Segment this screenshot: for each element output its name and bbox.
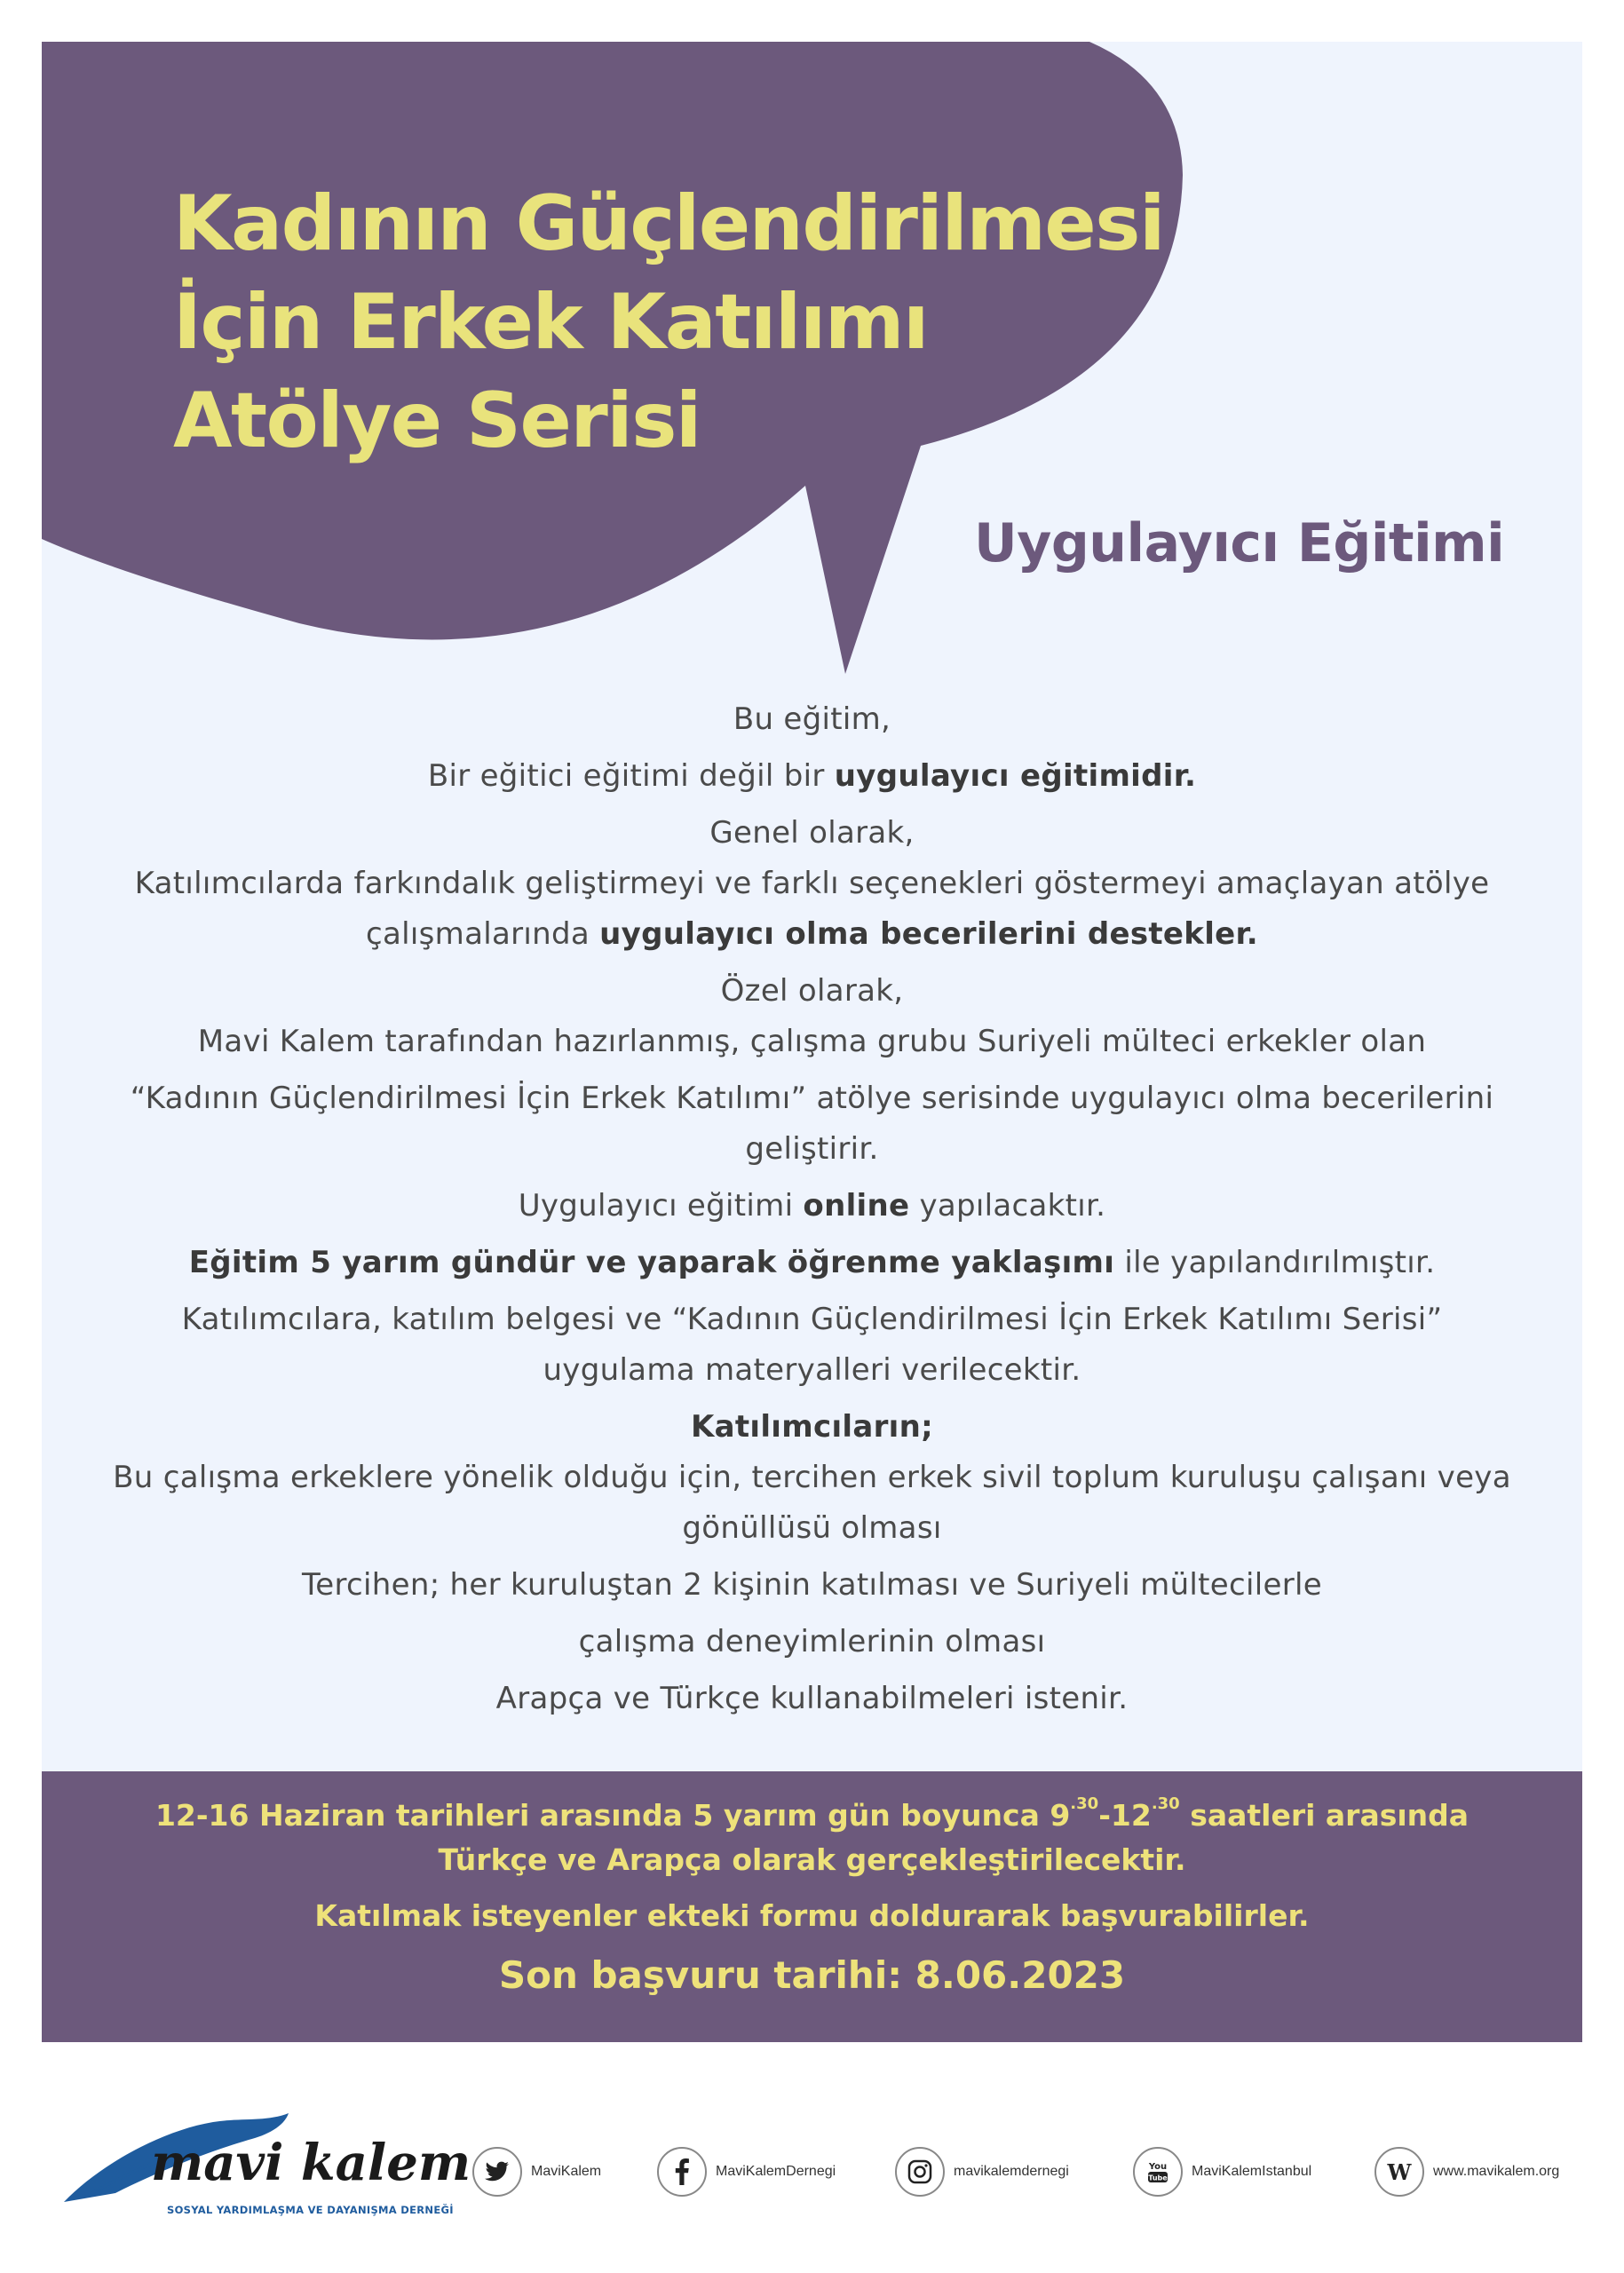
facebook-icon xyxy=(657,2147,707,2197)
instagram-icon xyxy=(895,2147,945,2197)
svg-text:Tube: Tube xyxy=(1148,2174,1168,2182)
social-twitter[interactable] xyxy=(472,2147,601,2197)
text-line: Katılımcılara, katılım belgesi ve “Kadının Güçlendirilmesi İçin Erkek Katılımı Serisi” xyxy=(181,1302,1443,1337)
page-title: Kadının Güçlendirilmesi İçin Erkek Katılımı Atölye Serisi xyxy=(173,179,1164,465)
youtube-icon xyxy=(1133,2147,1183,2197)
text-line: Katılımcıların; xyxy=(690,1409,934,1445)
banner-date-line: 12-16 Haziran tarihleri arasında 5 yarım gün boyunca $9^{.30}-12^{.30}$ saatleri arasında xyxy=(154,1794,1470,1833)
banner-apply-line: Katılmak isteyenler ekteki formu doldurarak başvurabilirler. xyxy=(314,1898,1310,1933)
text-line: Mavi Kalem tarafından hazırlanmış, çalışma grubu Suriyeli mülteci erkekler olan xyxy=(197,1024,1427,1059)
social-website[interactable] xyxy=(1374,2147,1559,2197)
logo-mark-icon xyxy=(62,2095,471,2206)
youtube-handle: MaviKalemIstanbul xyxy=(1192,2164,1312,2179)
social-facebook[interactable] xyxy=(657,2147,836,2197)
text-line: Özel olarak, xyxy=(720,973,904,1009)
website-icon xyxy=(1374,2147,1424,2197)
text-line: Bir eğitici eğitimi değil bir uygulayıcı eğitimidir. xyxy=(427,758,1197,794)
social-instagram[interactable] xyxy=(895,2147,1069,2197)
text-line: gönüllüsü olması xyxy=(682,1510,942,1546)
twitter-handle: MaviKalem xyxy=(531,2164,602,2179)
text-line: Tercihen; her kuruluştan 2 kişinin katılması ve Suriyeli mültecilerle xyxy=(302,1567,1322,1603)
text-line: Eğitim 5 yarım gündür ve yaparak öğrenme yaklaşımı ile yapılandırılmıştır. xyxy=(188,1245,1436,1280)
text-line: Uygulayıcı eğitimi online yapılacaktır. xyxy=(518,1188,1106,1224)
svg-text:W: W xyxy=(1387,2159,1412,2185)
facebook-handle: MaviKalemDernegi xyxy=(716,2164,836,2179)
website-url: www.mavikalem.org xyxy=(1433,2164,1560,2179)
instagram-handle: mavikalemdernegi xyxy=(954,2164,1069,2179)
text-line: Bu çalışma erkeklere yönelik olduğu için, tercihen erkek sivil toplum kuruluşu çalışanı veya xyxy=(113,1460,1511,1495)
mavi-kalem-logo[interactable] xyxy=(62,2095,471,2220)
text-line: Arapça ve Türkçe kullanabilmeleri istenir. xyxy=(495,1681,1129,1716)
footer xyxy=(0,2095,1624,2237)
text-line: “Kadının Güçlendirilmesi İçin Erkek Katılımı” atölye serisinde uygulayıcı olma becerilerini xyxy=(130,1081,1494,1116)
banner-language-line: Türkçe ve Arapça olarak gerçekleştirilecektir. xyxy=(438,1842,1186,1877)
social-youtube[interactable] xyxy=(1133,2147,1311,2197)
text-line: uygulama materyalleri verilecektir. xyxy=(543,1352,1081,1388)
logo-tagline: SOSYAL YARDIMLAŞMA VE DAYANIŞMA DERNEĞİ xyxy=(167,2204,454,2216)
info-banner xyxy=(42,1771,1582,2042)
body-text xyxy=(42,694,1582,1724)
svg-text:You: You xyxy=(1148,2162,1168,2172)
text-line: Bu eğitim, xyxy=(733,701,891,737)
text-line: Genel olarak, xyxy=(709,815,915,851)
subtitle: Uygulayıcı Eğitimi xyxy=(974,512,1505,574)
text-line: geliştirir. xyxy=(745,1131,879,1167)
svg-text:mavi kalem: mavi kalem xyxy=(151,2134,471,2192)
twitter-icon xyxy=(472,2147,522,2197)
banner-deadline: Son başvuru tarihi: 8.06.2023 xyxy=(498,1953,1126,1997)
text-line: çalışma deneyimlerinin olması xyxy=(578,1624,1046,1659)
text-line: çalışmalarında uygulayıcı olma becerilerini destekler. xyxy=(366,916,1258,952)
text-line: Katılımcılarda farkındalık geliştirmeyi ve farklı seçenekleri göstermeyi amaçlayan atölye xyxy=(134,866,1490,901)
